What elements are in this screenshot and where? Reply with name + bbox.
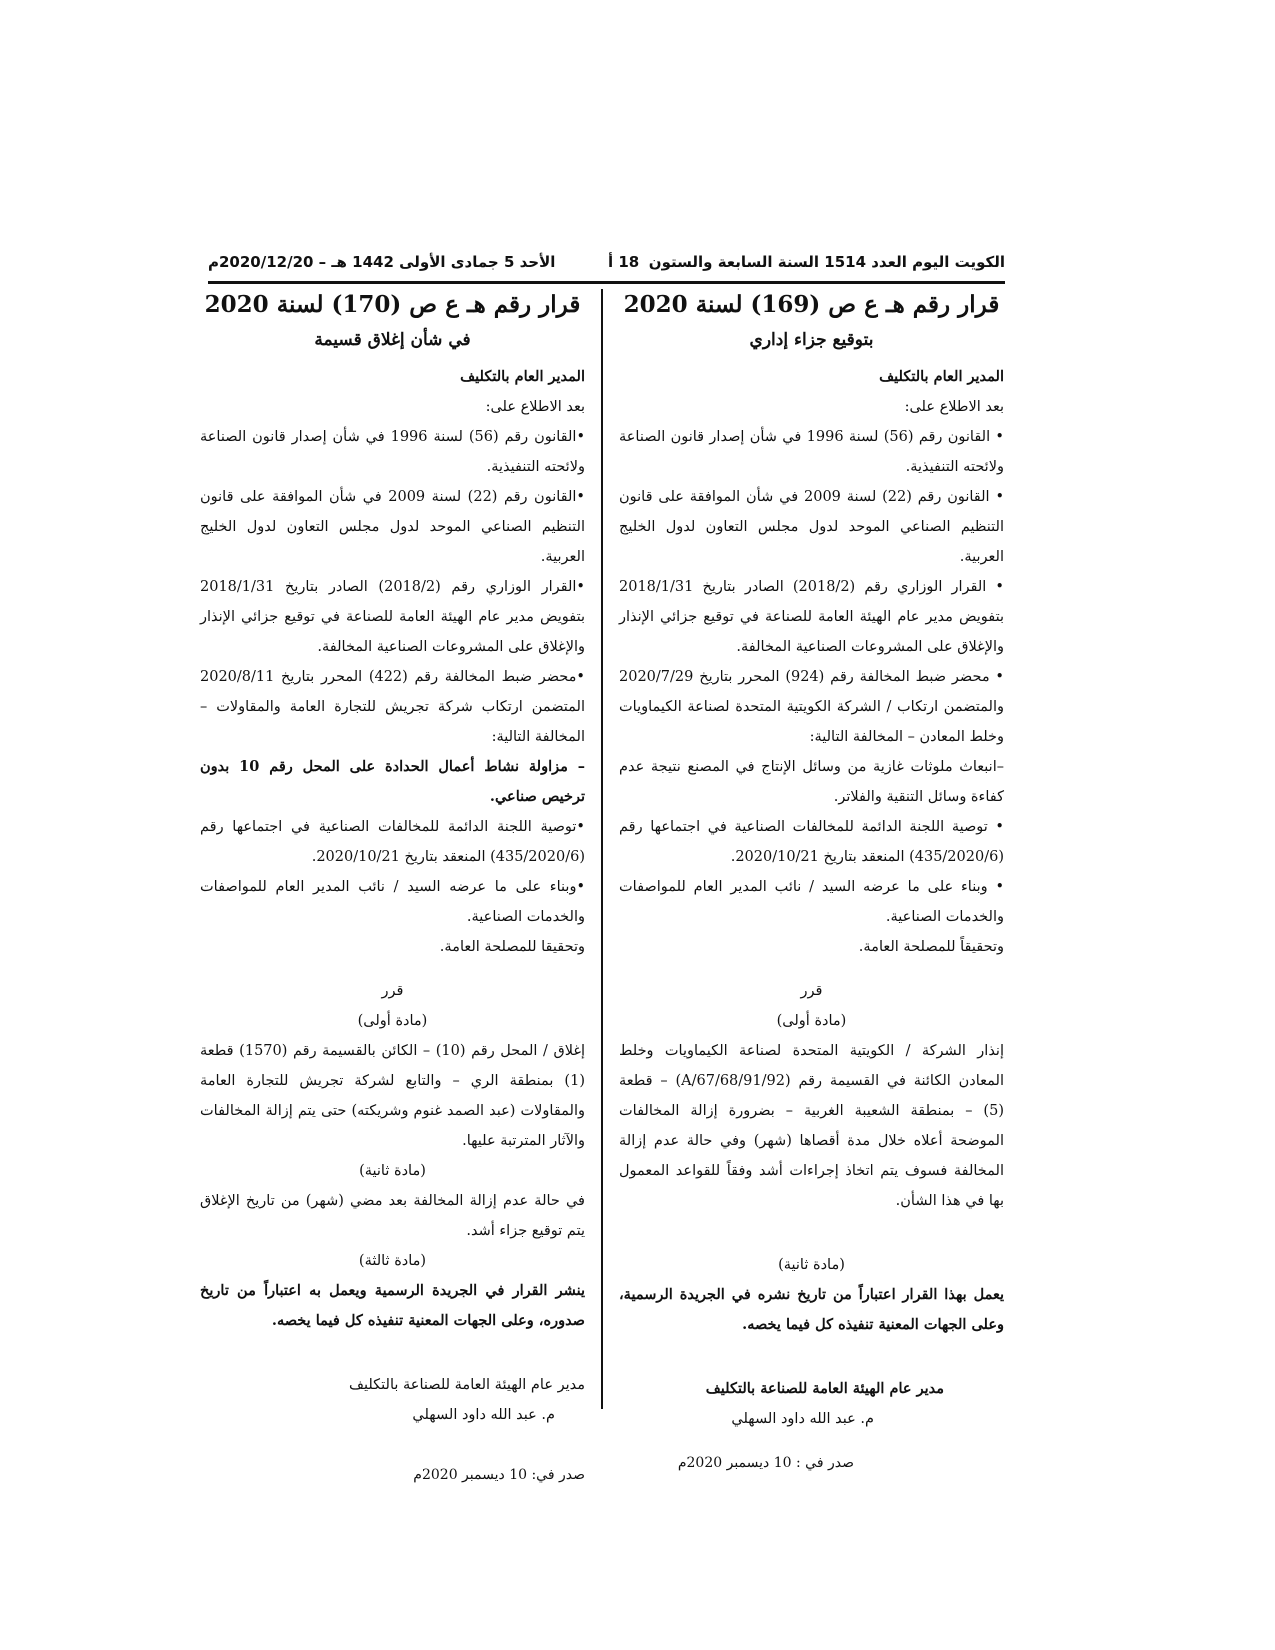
article-1-title: (مادة أولى) — [357, 1013, 428, 1029]
issuer-line: المدير العام بالتكليف — [460, 368, 585, 385]
violation-description: – مزاولة نشاط أعمال الحدادة على المحل رقم 10 بدون ترخيص صناعي. — [200, 758, 585, 805]
preamble-intro: بعد الاطلاع على: — [904, 399, 1004, 415]
decision-title: قرار رقم هـ ع ص (170) لسنة 2020 — [204, 291, 581, 318]
article-1-text: إغلاق / المحل رقم (10) – الكائن بالقسيمة رقم (1570) قطعة (1) بمنطقة الري – والتابع لشركة تجريش للتجارة العامة والمقاولات (عبد الصمد غنوم وشريكته) حتى يتم إزالة المخالفات والآثار المترتبة عليها. — [200, 1043, 585, 1149]
article-2-title: (مادة ثانية) — [778, 1257, 845, 1273]
preamble-item: •القانون رقم (56) لسنة 1996 في شأن إصدار قانون الصناعة ولائحته التنفيذية. — [200, 429, 585, 475]
decision-subtitle: بتوقيع جزاء إداري — [749, 330, 874, 350]
signatory-name: م. عبد الله داود السهلي — [731, 1411, 874, 1427]
article-1-text: إنذار الشركة / الكويتية المتحدة لصناعة الكيماويات وخلط المعادن الكائنة في القسيمة رقم (A/67/68/91/92) – قطعة (5) – بمنطقة الشعيبة الغربية – بضرورة إزالة المخالفات الموضحة أعلاه خلال مدة أقصاها (شهر) وفي حالة عدم إزالة المخالفة فسوف يتم اتخاذ إجراءات أشد وفقاً للقواعد المعمول بها في هذا الشأن. — [619, 1043, 1004, 1209]
signatory-name: م. عبد الله داود السهلي — [412, 1407, 555, 1423]
article-2-title: (مادة ثانية) — [359, 1163, 426, 1179]
article-2-text: في حالة عدم إزالة المخالفة بعد مضي (شهر) من تاريخ الإغلاق يتم توقيع جزاء أشد. — [200, 1193, 585, 1239]
article-2-text: يعمل بهذا القرار اعتباراً من تاريخ نشره في الجريدة الرسمية، وعلى الجهات المعنية تنفيذه كل فيما يخصه. — [619, 1286, 1004, 1333]
decision-subtitle: في شأن إغلاق قسيمة — [314, 330, 471, 350]
preamble-item: •القرار الوزاري رقم (2018/2) الصادر بتاريخ 2018/1/31 بتفويض مدير عام الهيئة العامة للصناعة في توقيع جزائي الإنذار والإغلاق على المشروعات الصناعية المخالفة. — [200, 579, 585, 655]
decided-heading: قرر — [800, 983, 823, 999]
preamble-item: • القانون رقم (22) لسنة 2009 في شأن الموافقة على قانون التنظيم الصناعي الموحد لدول مجلس التعاون لدول الخليج العربية. — [619, 489, 1004, 565]
signatory-title: مدير عام الهيئة العامة للصناعة بالتكليف — [705, 1380, 944, 1397]
signatory-title: مدير عام الهيئة العامة للصناعة بالتكليف — [348, 1377, 585, 1393]
decision-170-column — [200, 290, 585, 1490]
header-publication: الكويت اليوم العدد 1514 السنة السابعة والستون — [648, 253, 1005, 271]
preamble-item: • محضر ضبط المخالفة رقم (924) المحرر بتاريخ 2020/7/29 والمتضمن ارتكاب / الشركة الكويتية المتحدة لصناعة الكيماويات وخلط المعادن – المخالفة التالية: — [619, 669, 1004, 745]
header-date: الأحد 5 جمادى الأولى 1442 هـ – 2020/12/20م — [208, 253, 556, 271]
decision-title: قرار رقم هـ ع ص (169) لسنة 2020 — [623, 291, 1000, 318]
issuer-line: المدير العام بالتكليف — [879, 368, 1004, 385]
issue-date: صدر في : 10 ديسمبر 2020م — [677, 1455, 854, 1471]
preamble-item: •القانون رقم (22) لسنة 2009 في شأن الموافقة على قانون التنظيم الصناعي الموحد لدول مجلس التعاون لدول الخليج العربية. — [200, 489, 585, 565]
preamble-item: •توصية اللجنة الدائمة للمخالفات الصناعية في اجتماعها رقم (435/2020/6) المنعقد بتاريخ 2020/10/21. — [200, 819, 585, 865]
preamble-item: • وبناء على ما عرضه السيد / نائب المدير العام للمواصفات والخدمات الصناعية. — [619, 879, 1004, 925]
preamble-item: •وبناء على ما عرضه السيد / نائب المدير العام للمواصفات والخدمات الصناعية. — [200, 879, 585, 925]
public-interest-line: وتحقيقاً للمصلحة العامة. — [858, 939, 1004, 955]
decision-169-column — [619, 290, 1004, 1478]
violation-description: –انبعاث ملوثات غازية من وسائل الإنتاج في المصنع نتيجة عدم كفاءة وسائل التنقية والفلاتر. — [619, 759, 1004, 805]
column-divider — [601, 289, 603, 1409]
article-1-title: (مادة أولى) — [776, 1013, 847, 1029]
public-interest-line: وتحقيقا للمصلحة العامة. — [439, 939, 585, 955]
preamble-item: •محضر ضبط المخالفة رقم (422) المحرر بتاريخ 2020/8/11 المتضمن ارتكاب شركة تجريش للتجارة العامة والمقاولات – المخالفة التالية: — [200, 669, 585, 745]
article-3-title: (مادة ثالثة) — [358, 1253, 427, 1269]
decided-heading: قرر — [381, 983, 404, 999]
preamble-item: • توصية اللجنة الدائمة للمخالفات الصناعية في اجتماعها رقم (435/2020/6) المنعقد بتاريخ 2020/10/21. — [619, 819, 1004, 865]
header-rule — [208, 281, 1005, 284]
header-page-number: 18 أ — [608, 253, 640, 271]
article-3-text: ينشر القرار في الجريدة الرسمية ويعمل به اعتباراً من تاريخ صدوره، وعلى الجهات المعنية تنفيذه كل فيما يخصه. — [200, 1282, 585, 1329]
preamble-item: • القانون رقم (56) لسنة 1996 في شأن إصدار قانون الصناعة ولائحته التنفيذية. — [619, 429, 1004, 475]
preamble-item: • القرار الوزاري رقم (2018/2) الصادر بتاريخ 2018/1/31 بتفويض مدير عام الهيئة العامة للصناعة في توقيع جزائي الإنذار والإغلاق على المشروعات الصناعية المخالفة. — [619, 579, 1004, 655]
issue-date: صدر في: 10 ديسمبر 2020م — [413, 1467, 585, 1483]
preamble-intro: بعد الاطلاع على: — [485, 399, 585, 415]
running-header — [208, 253, 1005, 277]
